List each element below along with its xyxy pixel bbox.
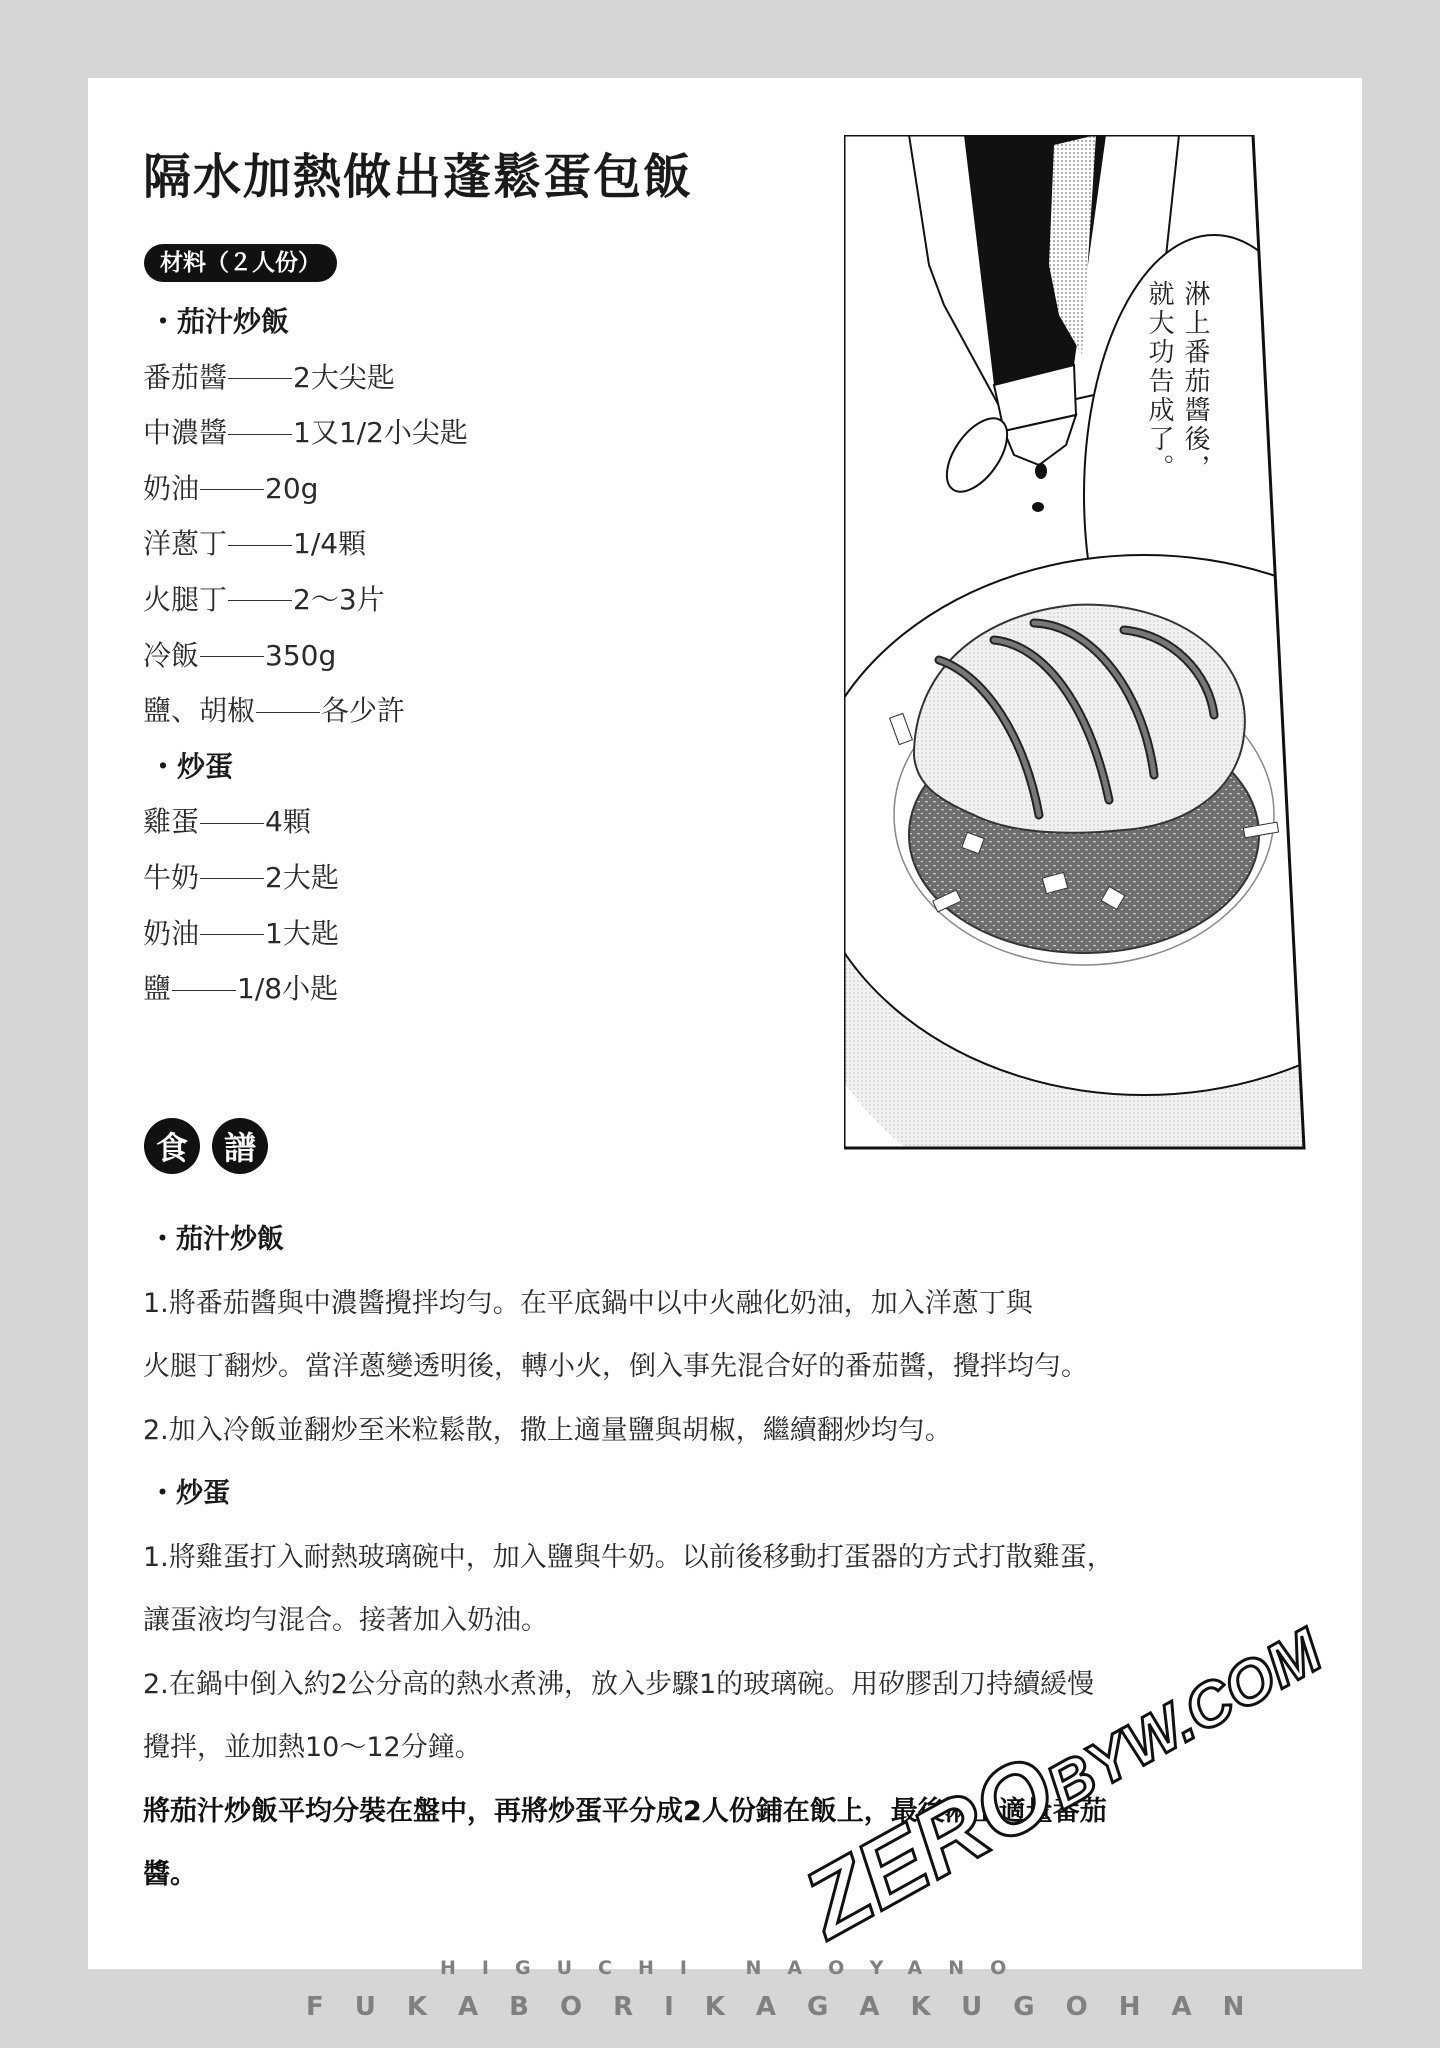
ingredient-name: 牛奶	[143, 860, 200, 894]
dash-separator	[228, 378, 292, 379]
speech-line: 淋上番茄醬後，	[1180, 280, 1210, 483]
ingredient-name: 鹽、胡椒	[143, 694, 256, 728]
ingredient-amount: 4顆	[265, 805, 311, 839]
ingredient-group-heading: ・炒蛋	[149, 749, 234, 783]
step-section-heading: ・炒蛋	[149, 1478, 230, 1509]
ingredient-name: 鹽	[143, 972, 172, 1006]
ingredient-item	[143, 683, 543, 739]
step-line: 攪拌，並加熱10～12分鐘。	[143, 1732, 482, 1763]
ingredient-amount: 1/8小匙	[237, 972, 339, 1006]
ingredient-name: 中濃醬	[143, 416, 228, 450]
ingredient-item	[143, 350, 543, 406]
final-step-line: 醬。	[143, 1859, 197, 1890]
ingredient-group-heading: ・茄汁炒飯	[149, 305, 290, 338]
ingredient-item	[143, 961, 543, 1017]
dash-separator	[200, 823, 264, 824]
ingredient-item	[143, 405, 543, 461]
dash-separator	[256, 712, 320, 713]
ingredient-amount: 350g	[265, 638, 337, 672]
ingredient-name: 冷飯	[143, 638, 200, 672]
final-step-line: 將茄汁炒飯平均分裝在盤中，再將炒蛋平分成2人份鋪在飯上，最後淋上適量番茄	[143, 1795, 1107, 1827]
recipe-badge-char: 譜	[212, 1118, 268, 1174]
step-line: 1.將番茄醬與中濃醬攪拌均勻。在平底鍋中以中火融化奶油，加入洋蔥丁與	[143, 1287, 1033, 1319]
step-line: 火腿丁翻炒。當洋蔥變透明後，轉小火，倒入事先混合好的番茄醬，攪拌均勻。	[143, 1351, 1088, 1382]
ingredient-name: 雞蛋	[143, 805, 200, 839]
ingredient-amount: 20g	[265, 471, 319, 505]
watermark-main: ZERO	[787, 1735, 1073, 1959]
page-title: 隔水加熱做出蓬鬆蛋包飯	[143, 149, 694, 205]
ingredient-item	[143, 572, 543, 628]
speech-line: 就大功告成了。	[1144, 280, 1174, 483]
ingredient-name: 奶油	[143, 471, 200, 505]
ingredient-amount: 2～3片	[293, 582, 385, 616]
dash-separator	[228, 434, 292, 435]
dash-separator	[200, 934, 264, 935]
ingredient-name: 火腿丁	[143, 582, 228, 616]
ingredient-amount: 1/4顆	[293, 527, 367, 561]
ingredient-item	[143, 461, 543, 517]
step-section-heading: ・茄汁炒飯	[149, 1224, 284, 1255]
ingredient-amount: 1又1/2小尖匙	[293, 416, 468, 450]
ingredient-amount: 2大匙	[265, 860, 339, 894]
footer-series-title: FUKABORIKAGAKUGOHAN	[306, 1992, 1276, 2022]
recipe-badge	[144, 1118, 268, 1174]
watermark-domain: BYW.COM	[1035, 1616, 1333, 1823]
ingredient-item	[143, 850, 543, 906]
ingredient-name: 番茄醬	[143, 360, 228, 394]
recipe-badge-char: 食	[144, 1118, 200, 1174]
manga-panel	[844, 135, 1314, 1155]
ingredient-amount: 1大匙	[265, 916, 339, 950]
recipe-steps	[143, 1208, 1323, 1907]
omurice-illustration	[844, 135, 1314, 1155]
ingredient-amount: 各少許	[321, 694, 406, 728]
dash-separator	[228, 545, 292, 546]
ingredient-item	[143, 628, 543, 684]
dash-separator	[200, 878, 264, 879]
dash-separator	[172, 990, 236, 991]
ingredient-amount: 2大尖匙	[293, 360, 395, 394]
step-line: 讓蛋液均勻混合。接著加入奶油。	[143, 1605, 548, 1636]
dash-separator	[200, 656, 264, 657]
speech-bubble-text	[1141, 280, 1213, 483]
ingredient-item	[143, 516, 543, 572]
ingredient-item	[143, 794, 543, 850]
step-line: 2.在鍋中倒入約2公分高的熱水煮沸，放入步驟1的玻璃碗。用矽膠刮刀持續緩慢	[143, 1668, 1095, 1700]
ingredient-name: 奶油	[143, 916, 200, 950]
ingredient-item	[143, 906, 543, 962]
ingredients-badge: 材料（２人份）	[144, 244, 337, 282]
dash-separator	[200, 489, 264, 490]
ingredient-name: 洋蔥丁	[143, 527, 228, 561]
step-line: 2.加入冷飯並翻炒至米粒鬆散，撒上適量鹽與胡椒，繼續翻炒均勻。	[143, 1414, 952, 1446]
dash-separator	[228, 600, 292, 601]
ingredients-list	[143, 294, 543, 1017]
step-line: 1.將雞蛋打入耐熱玻璃碗中，加入鹽與牛奶。以前後移動打蛋器的方式打散雞蛋，	[143, 1541, 1114, 1573]
footer-author: HIGUCHI NAOYANO	[440, 1957, 1033, 1979]
